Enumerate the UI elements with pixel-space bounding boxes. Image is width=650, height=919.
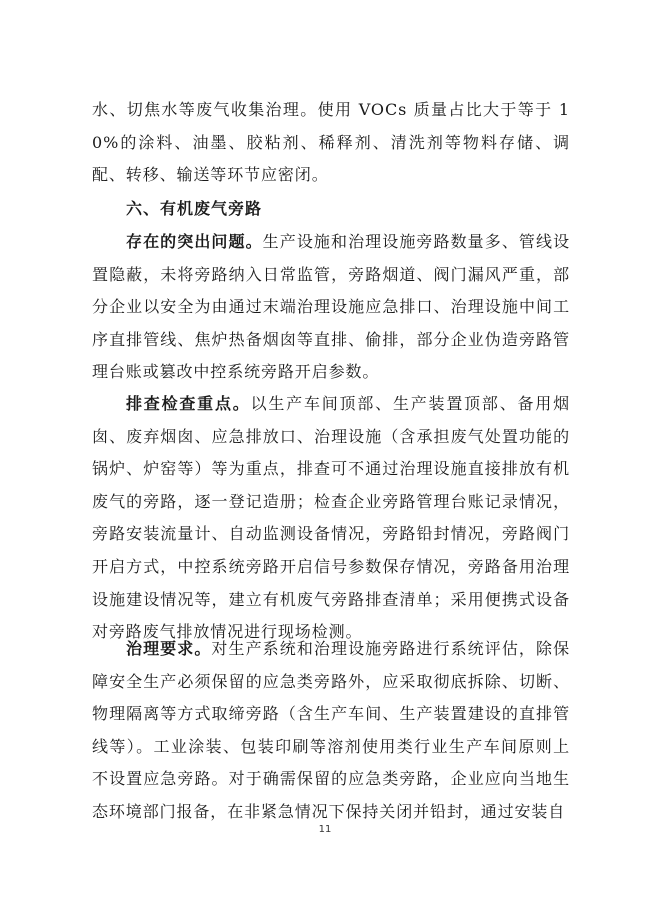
section-heading: 六、有机废气旁路 bbox=[126, 199, 263, 218]
issues-paragraph bbox=[92, 226, 570, 389]
issues-label: 存在的突出问题。 bbox=[126, 232, 263, 251]
paragraph-continued bbox=[92, 94, 570, 192]
inspection-paragraph bbox=[92, 388, 570, 649]
requirements-text: 对生产系统和治理设施旁路进行系统评估，除保障安全生产必须保留的应急类旁路外，应采取彻底拆除、切断、物理隔离等方式取缔旁路（含生产车间、生产装置建设的直排管线等）。工业涂装、包装印刷等溶剂使用类行业生产车间原则上不设置应急旁路。对于确需保留的应急类旁路，企业应向当地生态环境部门报备，在非紧急情况下保持关闭并铅封，通过安装自 bbox=[92, 639, 570, 821]
requirements-label: 治理要求。 bbox=[126, 639, 212, 658]
inspection-label: 排查检查重点。 bbox=[126, 394, 251, 413]
page-number: 11 bbox=[318, 824, 332, 835]
paragraph-continued-text: 水、切焦水等废气收集治理。使用 VOCs 质量占比大于等于 10%的涂料、油墨、胶粘剂、稀释剂、清洗剂等物料存储、调配、转移、输送等环节应密闭。 bbox=[92, 100, 570, 185]
inspection-text: 以生产车间顶部、生产装置顶部、备用烟囱、废弃烟囱、应急排放口、治理设施（含承担废气处置功能的锅炉、炉窑等）等为重点，排查可不通过治理设施直接排放有机废气的旁路，逐一登记造册；检查企业旁路管理台账记录情况，旁路安装流量计、自动监测设备情况，旁路铅封情况，旁路阀门开启方式，中控系统旁路开启信号参数保存情况，旁路备用治理设施建设情况等，建立有机废气旁路排查清单；采用便携式设备对旁路废气排放情况进行现场检测。 bbox=[92, 394, 570, 642]
issues-text: 生产设施和治理设施旁路数量多、管线设置隐蔽，未将旁路纳入日常监管，旁路烟道、阀门漏风严重，部分企业以安全为由通过末端治理设施应急排口、治理设施中间工序直排管线、焦炉热备烟囱等直排、偷排，部分企业伪造旁路管理台账或篡改中控系统旁路开启参数。 bbox=[92, 232, 570, 382]
requirements-paragraph bbox=[92, 633, 570, 829]
